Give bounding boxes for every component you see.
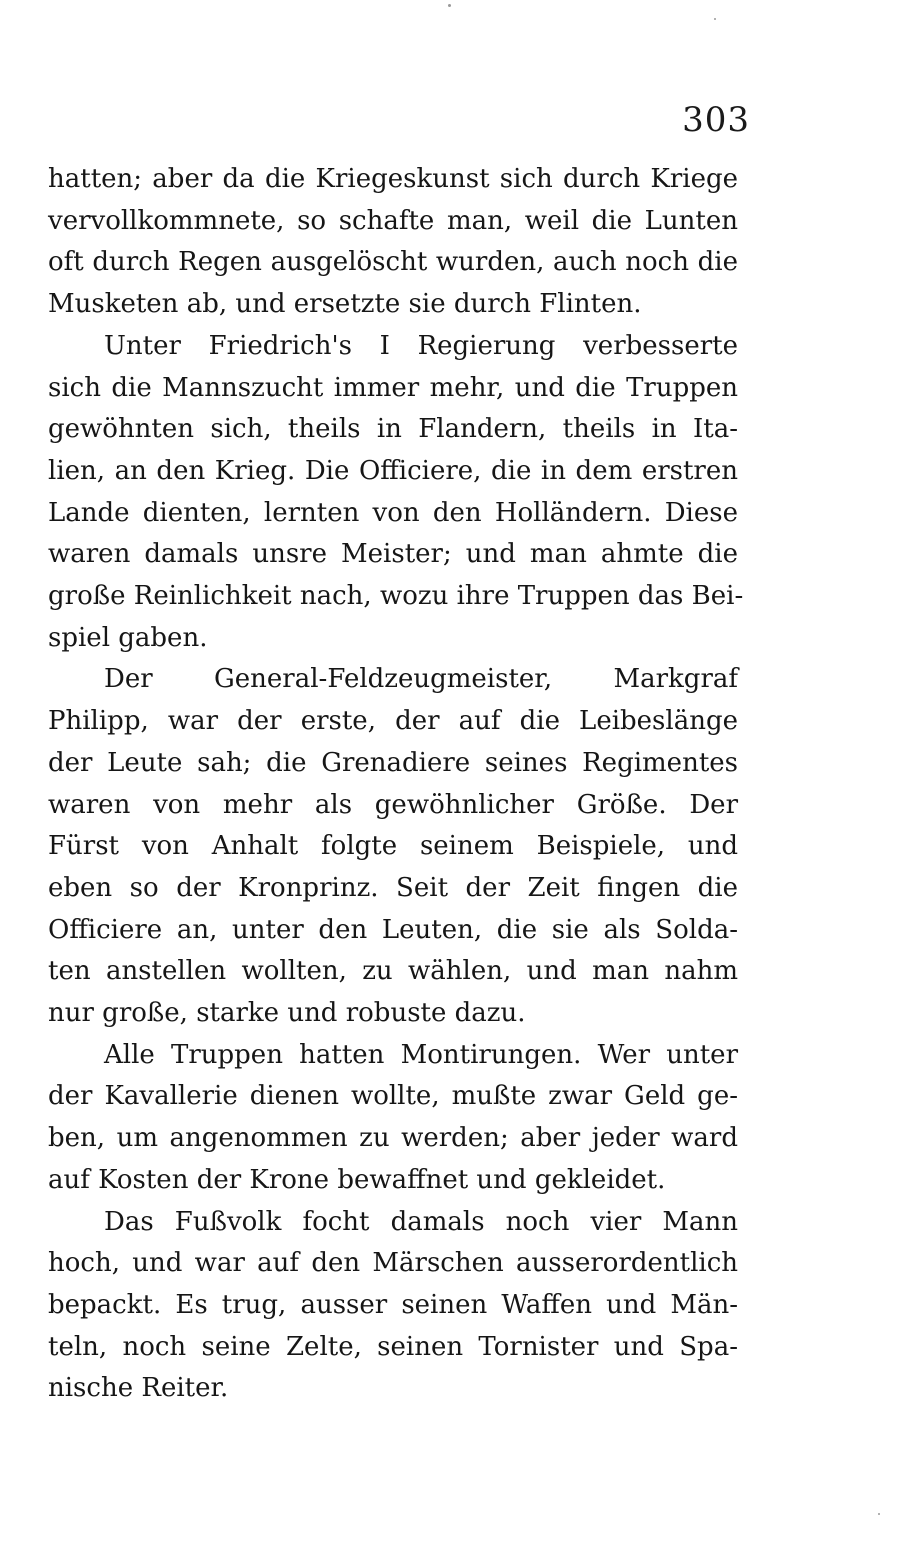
text-line: teln, noch seine Zelte, seinen Tornister und Spa- — [48, 1331, 738, 1362]
text-line: ten anstellen wollten, zu wählen, und man nahm — [48, 956, 738, 987]
text-line: bepackt. Es trug, ausser seinen Waffen und Män- — [48, 1289, 738, 1320]
text-line: Musketen ab, und ersetzte sie durch Flinten. — [48, 289, 642, 320]
text-line: große Reinlichkeit nach, wozu ihre Truppen das Bei- — [48, 581, 744, 611]
text-line: der Leute sah; die Grenadiere seines Regimentes — [48, 747, 738, 778]
text-line: eben so der Kronprinz. Seit der Zeit fingen die — [48, 872, 738, 903]
text-line: oft durch Regen ausgelöscht wurden, auch noch die — [48, 247, 738, 278]
text-line: spiel gaben. — [48, 622, 208, 653]
text-line: Der General-Feldzeugmeister, Markgraf — [104, 664, 738, 695]
text-line: Philipp, war der erste, der auf die Leibeslänge — [48, 706, 738, 737]
text-line: hoch, und war auf den Märschen ausserordentlich — [48, 1248, 738, 1279]
text-line: Alle Truppen hatten Montirungen. Wer unter — [104, 1039, 738, 1070]
text-line: Das Fußvolk focht damals noch vier Mann — [104, 1206, 738, 1237]
text-line: der Kavallerie dienen wollte, mußte zwar Geld ge- — [48, 1081, 738, 1112]
text-line: ben, um angenommen zu werden; aber jeder ward — [48, 1123, 738, 1154]
text-line: sich die Mannszucht immer mehr, und die Truppen — [48, 372, 738, 403]
text-line: Unter Friedrich's I Regierung verbesserte — [104, 330, 738, 361]
text-line: auf Kosten der Krone bewaffnet und gekleidet. — [48, 1164, 666, 1195]
text-line: vervollkommnete, so schafte man, weil die Lunten — [48, 205, 738, 236]
text-line: nische Reiter. — [48, 1373, 229, 1404]
text-line: lien, an den Krieg. Die Officiere, die in dem erstren — [48, 455, 738, 486]
text-line: Fürst von Anhalt folgte seinem Beispiele, und — [48, 831, 738, 862]
text-line: waren von mehr als gewöhnlicher Größe. Der — [48, 789, 738, 820]
page-number: 303 — [682, 100, 750, 140]
text-line: hatten; aber da die Kriegeskunst sich durch Kriege — [48, 164, 738, 194]
text-line: Lande dienten, lernten von den Holländern. Diese — [48, 497, 738, 528]
text-line: gewöhnten sich, theils in Flandern, theils in Ita- — [48, 414, 738, 445]
text-line: Officiere an, unter den Leuten, die sie als Solda- — [48, 914, 738, 945]
text-line: waren damals unsre Meister; und man ahmte die — [48, 539, 738, 570]
text-line: nur große, starke und robuste dazu. — [48, 998, 526, 1028]
